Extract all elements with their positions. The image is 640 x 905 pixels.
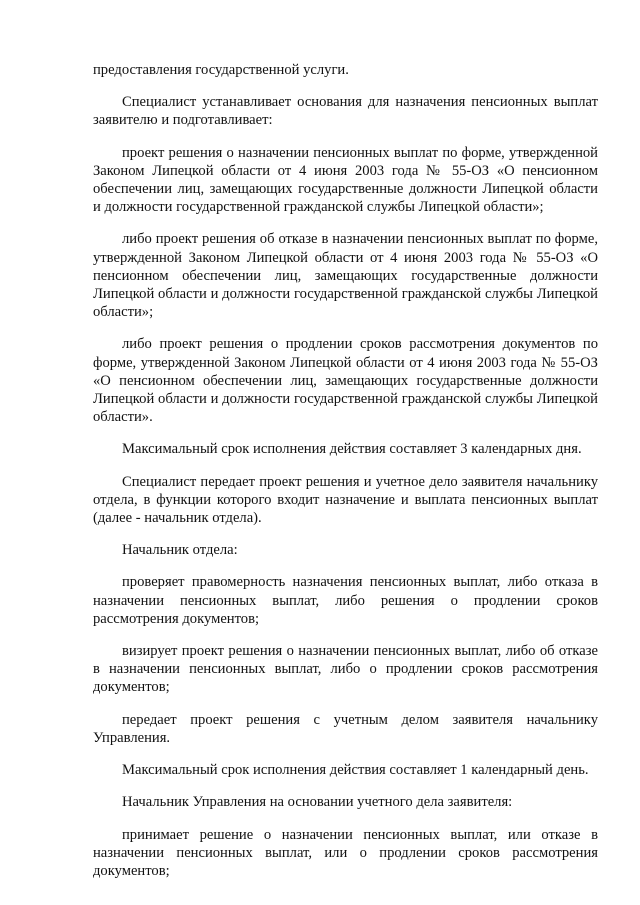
paragraph-draft-extension: либо проект решения о продлении сроков рассмотрения документов по форме, утвержденной Законом Липецкой области от 4 июня 2003 года № 55-ОЗ «О пенсионном обеспечении лиц, замещающих государственные должности Липецкой области и должности государственной гражданской службы Липецкой области».: [93, 336, 598, 426]
paragraph-max-term-1-day: Максимальный срок исполнения действия составляет 1 календарный день.: [122, 762, 589, 779]
paragraph-specialist-grounds: Специалист устанавливает основания для назначения пенсионных выплат заявителю и подготавливает:: [93, 94, 598, 129]
paragraph-makes-decision: принимает решение о назначении пенсионных выплат, или отказе в назначении пенсионных выплат, или о продлении сроков рассмотрения документов;: [93, 826, 598, 879]
paragraph-continuation: предоставления государственной услуги.: [93, 62, 349, 78]
paragraph-transfer-to-head: Специалист передает проект решения и учетное дело заявителя начальнику отдела, в функции которого входит назначение и выплата пенсионных выплат (далее - начальник отдела).: [93, 473, 598, 527]
paragraph-chief-of-directorate: Начальник Управления на основании учетного дела заявителя:: [122, 794, 513, 811]
paragraph-transfers-to-chief: передает проект решения с учетным делом заявителя начальнику Управления.: [93, 711, 598, 746]
paragraph-draft-assignment: проект решения о назначении пенсионных выплат по форме, утвержденной Законом Липецкой области от 4 июня 2003 года № 55-ОЗ «О пенсионном обеспечении лиц, замещающих государственные должности Липецкой области и должности государственной гражданской службы Липецкой области»;: [93, 144, 598, 216]
paragraph-max-term-3-days: Максимальный срок исполнения действия составляет 3 календарных дня.: [122, 441, 582, 458]
paragraph-head-of-department: Начальник отдела:: [122, 542, 238, 559]
paragraph-endorses-draft: визирует проект решения о назначении пенсионных выплат, либо об отказе в назначении пенсионных выплат, либо о продлении сроков рассмотрения документов;: [93, 643, 598, 696]
paragraph-checks-legality: проверяет правомерность назначения пенсионных выплат, либо отказа в назначении пенсионных выплат, либо решения о продлении сроков рассмотрения документов;: [93, 574, 598, 627]
paragraph-draft-refusal: либо проект решения об отказе в назначении пенсионных выплат по форме, утвержденной Законом Липецкой области от 4 июня 2003 года № 55-ОЗ «О пенсионном обеспечении лиц, замещающих государственные должности Липецкой области и должности государственной гражданской службы Липецкой области»;: [93, 231, 598, 321]
